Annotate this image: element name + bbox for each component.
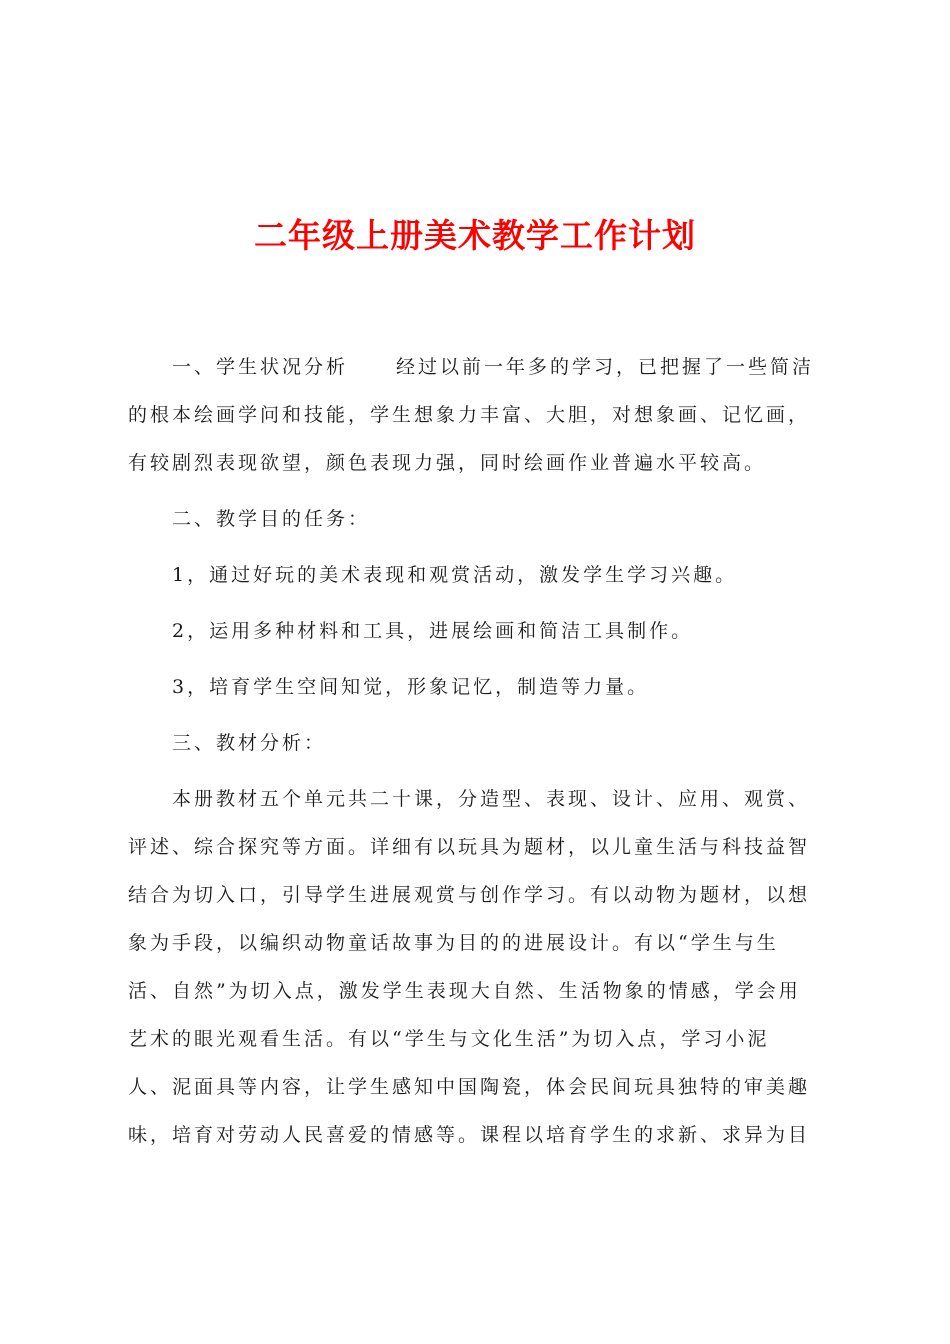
section-3-line: 味，培育对劳动人民喜爱的情感等。课程以培育学生的求新、求异为目 — [128, 1124, 811, 1146]
section-1-heading: 一、学生状况分析 — [172, 356, 349, 378]
section-3-line: 活、自然”为切入点，激发学生表现大自然、生活物象的情感，学会用 — [128, 980, 801, 1002]
section-1-line-3: 有较剧烈表现欲望，颜色表现力强，同时绘画作业普遍水平较高。 — [128, 452, 767, 474]
section-2-heading: 二、教学目的任务： — [172, 508, 371, 530]
section-1-line-2: 的根本绘画学问和技能，学生想象力丰富、大胆，对想象画、记忆画， — [128, 404, 811, 426]
section-1-line-1 — [128, 343, 830, 391]
document-body — [128, 343, 830, 1159]
document-title: 二年级上册美术教学工作计划 — [254, 216, 696, 255]
section-3-line: 结合为切入口，引导学生进展观赏与创作学习。有以动物为题材，以想 — [128, 884, 811, 906]
section-1-text: 经过以前一年多的学习，已把握了一些简洁 — [396, 356, 815, 378]
section-3-line: 艺术的眼光观看生活。有以“学生与文化生活”为切入点，学习小泥 — [128, 1028, 770, 1050]
section-3-line: 本册教材五个单元共二十课，分造型、表现、设计、应用、观赏、 — [172, 788, 811, 810]
section-3-heading: 三、教材分析： — [172, 732, 327, 754]
section-2-item-2: 2，运用多种材料和工具，进展绘画和简洁工具制作。 — [172, 620, 694, 642]
section-2-item-3: 3，培育学生空间知觉，形象记忆，制造等力量。 — [172, 676, 650, 698]
section-3-line: 象为手段，以编织动物童话故事为目的的进展设计。有以“学生与生 — [128, 932, 779, 954]
section-3-line: 人、泥面具等内容，让学生感知中国陶瓷，体会民间玩具独特的审美趣 — [128, 1076, 811, 1098]
section-3-line: 评述、综合探究等方面。详细有以玩具为题材，以儿童生活与科技益智 — [128, 836, 811, 858]
section-2-item-1: 1，通过好玩的美术表现和观赏活动，激发学生学习兴趣。 — [172, 564, 738, 586]
